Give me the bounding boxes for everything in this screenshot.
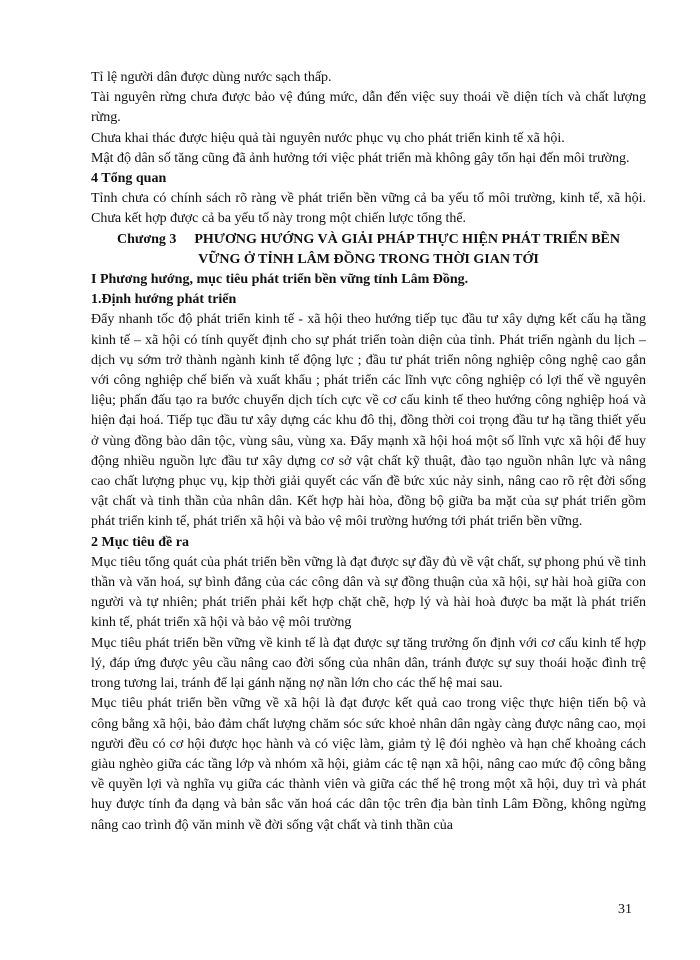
paragraph: Mục tiêu tổng quát của phát triển bền vững là đạt được sự đầy đủ về vật chất, sự phong phú về tinh thần và văn hoá, sự bình đẳng của các công dân và sự đồng thuận của xã hội, sự hài hoà giữa con người và tự nhiên; phát triển phải kết hợp chặt chẽ, hợp lý và hài hoà được ba mặt là phát triển kinh tế, phát triển xã hội và bảo vệ môi trường [91, 554, 646, 631]
subsection-heading: 2 Mục tiêu đề ra [91, 534, 189, 550]
paragraph: Tỉnh chưa có chính sách rõ ràng về phát triển bền vững cả ba yếu tố môi trường, kinh tế, xã hội. Chưa kết hợp được cả ba yếu tố này trong một chiến lược tổng thể. [91, 191, 646, 227]
paragraph: Mật độ dân số tăng cũng đã ảnh hưởng tới việc phát triển mà không gây tổn hại đến môi trường. [91, 150, 630, 166]
page-body [91, 68, 646, 836]
chapter-title-line-1: PHƯƠNG HƯỚNG VÀ GIẢI PHÁP THỰC HIỆN PHÁT TRIỂN BỀN [194, 231, 620, 247]
page-number: 31 [618, 902, 632, 917]
chapter-number: Chương 3 [117, 231, 177, 247]
paragraph: Tài nguyên rừng chưa được bảo vệ đúng mức, dẫn đến việc suy thoái về diện tích và chất lượng rừng. [91, 90, 646, 126]
paragraph: Mục tiêu phát triển bền vững về xã hội là đạt được kết quả cao trong việc thực hiện tiến bộ và công bằng xã hội, bảo đảm chất lượng chăm sóc sức khoẻ nhân dân ngày càng được nâng cao, mọi người đều có cơ hội được học hành và có việc làm, giảm tỷ lệ đói nghèo và hạn chế khoảng cách giàu nghèo giữa các tầng lớp và nhóm xã hội, giảm các tệ nạn xã hội, nâng cao mức độ công bằng về quyền lợi và nghĩa vụ giữa các thành viên và giữa các thế hệ trong một xã hội, duy trì và phát huy được tính đa dạng và bản sắc văn hoá các dân tộc trên địa bàn tỉnh Lâm Đồng, không ngừng nâng cao trình độ văn minh về đời sống vật chất và tinh thần của [91, 696, 646, 833]
paragraph: Chưa khai thác được hiệu quả tài nguyên nước phục vụ cho phát triển kinh tế xã hội. [91, 130, 565, 146]
paragraph: Đẩy nhanh tốc độ phát triển kinh tế - xã hội theo hướng tiếp tục đầu tư xây dựng kết cấu hạ tầng kinh tế – xã hội có tính quyết định cho sự phát triển toàn diện của tỉnh. Phát triển ngành du lịch – dịch vụ sớm trở thành ngành kinh tế động lực ; đầu tư phát triển nông nghiệp công nghệ cao gắn với công nghiệp chế biến và xuất khẩu ; phát triển các lĩnh vực công nghiệp có lợi thế về nguyên liệu; phấn đấu tạo ra bước chuyển dịch tích cực về cơ cấu kinh tế theo hướng công nghiệp hoá và hiện đại hoá. Tiếp tục đầu tư xây dựng các khu đô thị, đồng thời coi trọng đầu tư hạ tầng thiết yếu ở vùng đồng bào dân tộc, vùng sâu, vùng xa. Đẩy mạnh xã hội hoá một số lĩnh vực xã hội để huy động nhiều nguồn lực đầu tư xây dựng cơ sở vật chất kỹ thuật, đào tạo nguồn nhân lực và nâng cao chất lượng phục vụ, kịp thời giải quyết các vấn đề bức xúc nảy sinh, nâng cao rõ rệt đời sống vật chất và tinh thần của nhân dân. Kết hợp hài hòa, đồng bộ giữa ba mặt của sự phát triển gồm phát triển kinh tế, phát triển xã hội và bảo vệ môi trường hướng tới phát triển bền vững. [91, 312, 646, 530]
subsection-heading: 1.Định hướng phát triển [91, 292, 237, 308]
chapter-heading [91, 230, 646, 250]
paragraph: Mục tiêu phát triển bền vững về kinh tế là đạt được sự tăng trưởng ổn định với cơ cấu kinh tế hợp lý, đáp ứng được yêu cầu nâng cao đời sống của nhân dân, tránh được sự suy thoái hoặc đình trệ trong tương lai, tránh để lại gánh nặng nợ nần lớn cho các thế hệ mai sau. [91, 635, 646, 692]
section-heading: 4 Tổng quan [91, 171, 167, 187]
paragraph: Tỉ lệ người dân được dùng nước sạch thấp. [91, 70, 332, 85]
section-heading: I Phương hướng, mục tiêu phát triển bền vững tỉnh Lâm Đồng. [91, 272, 469, 288]
chapter-title-line-2: VỮNG Ở TỈNH LÂM ĐỒNG TRONG THỜI GIAN TỚI [198, 251, 539, 267]
